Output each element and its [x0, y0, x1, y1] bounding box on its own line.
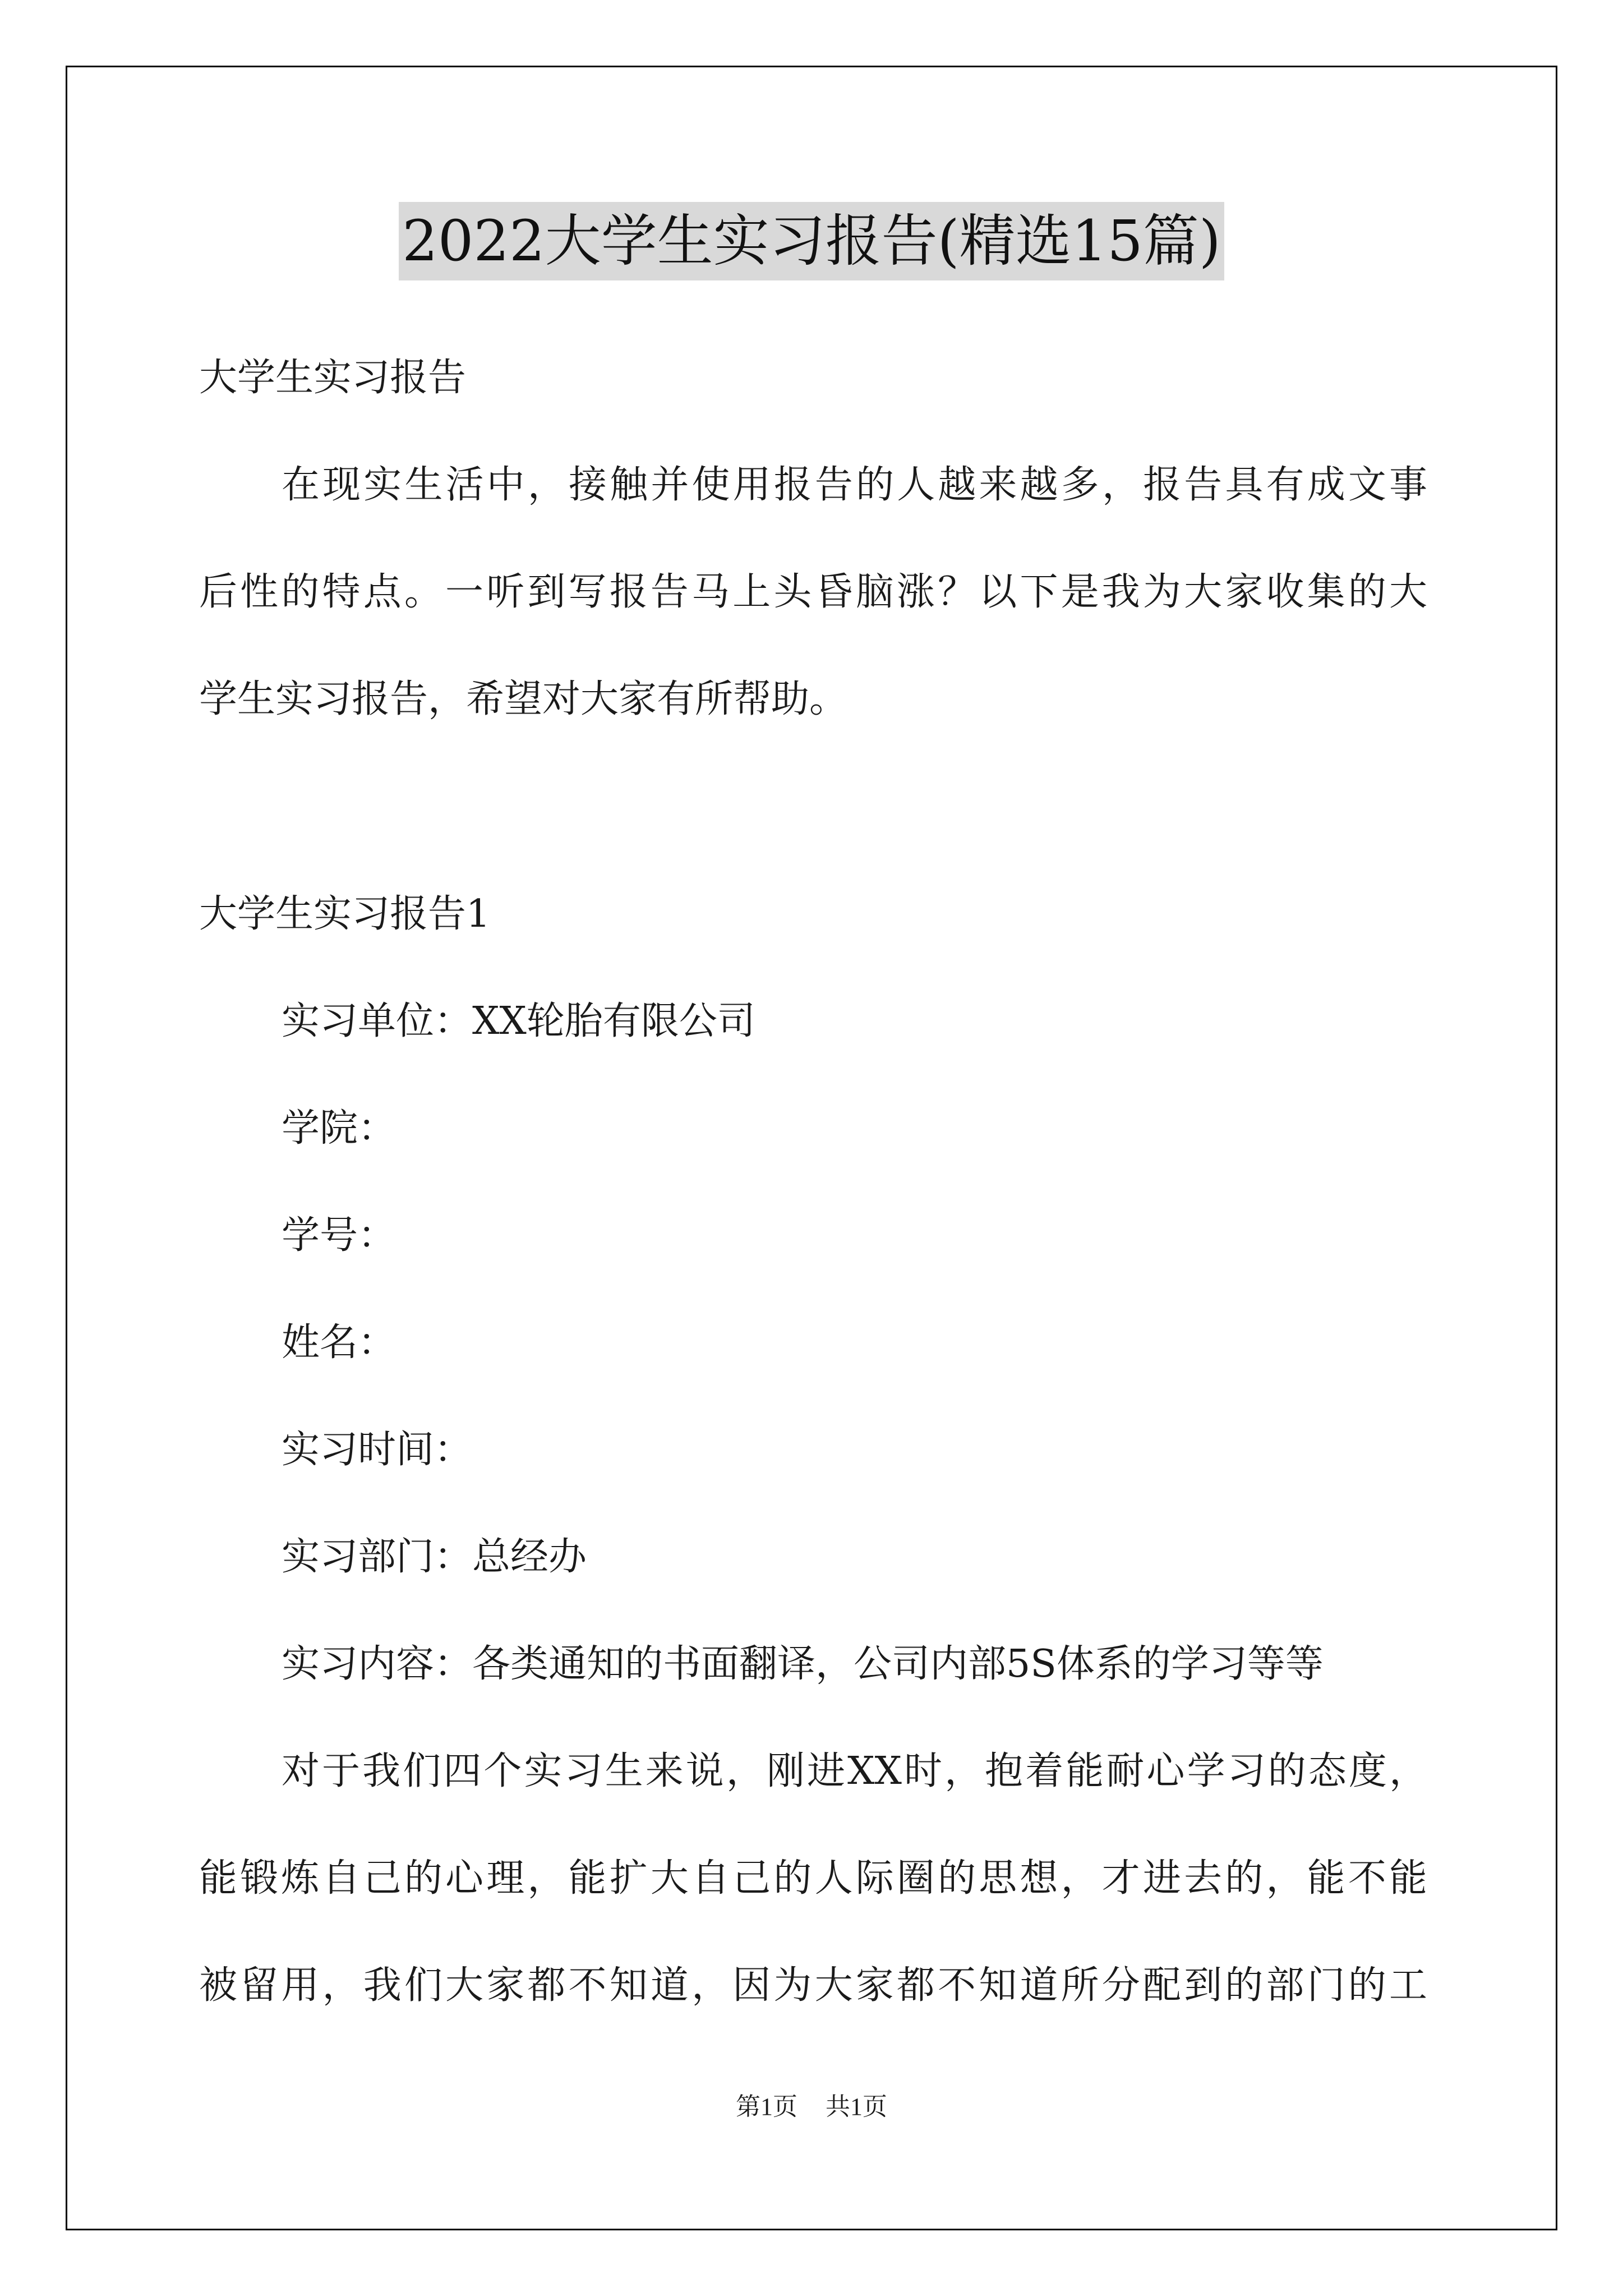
section-heading: 大学生实习报告1	[199, 892, 491, 936]
title-container	[0, 202, 1623, 280]
field-line: 学号：	[282, 1213, 396, 1258]
body-line: 被留用，我们大家都不知道，因为大家都不知道所分配到的部门的工	[199, 1963, 1427, 2008]
field-line: 学院：	[282, 1106, 396, 1151]
page-footer	[0, 2090, 1623, 2124]
field-line: 实习单位：XX轮胎有限公司	[282, 999, 755, 1043]
field-line: 实习内容：各类通知的书面翻译，公司内部5S体系的学习等等	[282, 1642, 1324, 1686]
intro-line: 后性的特点。一听到写报告马上头昏脑涨？以下是我为大家收集的大	[199, 570, 1427, 614]
page-total-label: 共1页	[826, 2093, 887, 2120]
field-line: 实习时间：	[282, 1428, 473, 1472]
body-line: 能锻炼自己的心理，能扩大自己的人际圈的思想，才进去的，能不能	[199, 1856, 1427, 1901]
field-line: 实习部门：总经办	[282, 1535, 587, 1579]
field-line: 姓名：	[282, 1320, 396, 1365]
intro-line: 学生实习报告，希望对大家有所帮助。	[199, 677, 848, 721]
intro-line: 在现实生活中，接触并使用报告的人越来越多，报告具有成文事	[282, 463, 1427, 507]
page-number-label: 第1页	[736, 2093, 797, 2120]
document-title: 2022大学生实习报告(精选15篇)	[399, 202, 1224, 280]
intro-heading: 大学生实习报告	[199, 356, 467, 400]
body-line: 对于我们四个实习生来说，刚进XX时，抱着能耐心学习的态度，	[282, 1749, 1427, 1793]
